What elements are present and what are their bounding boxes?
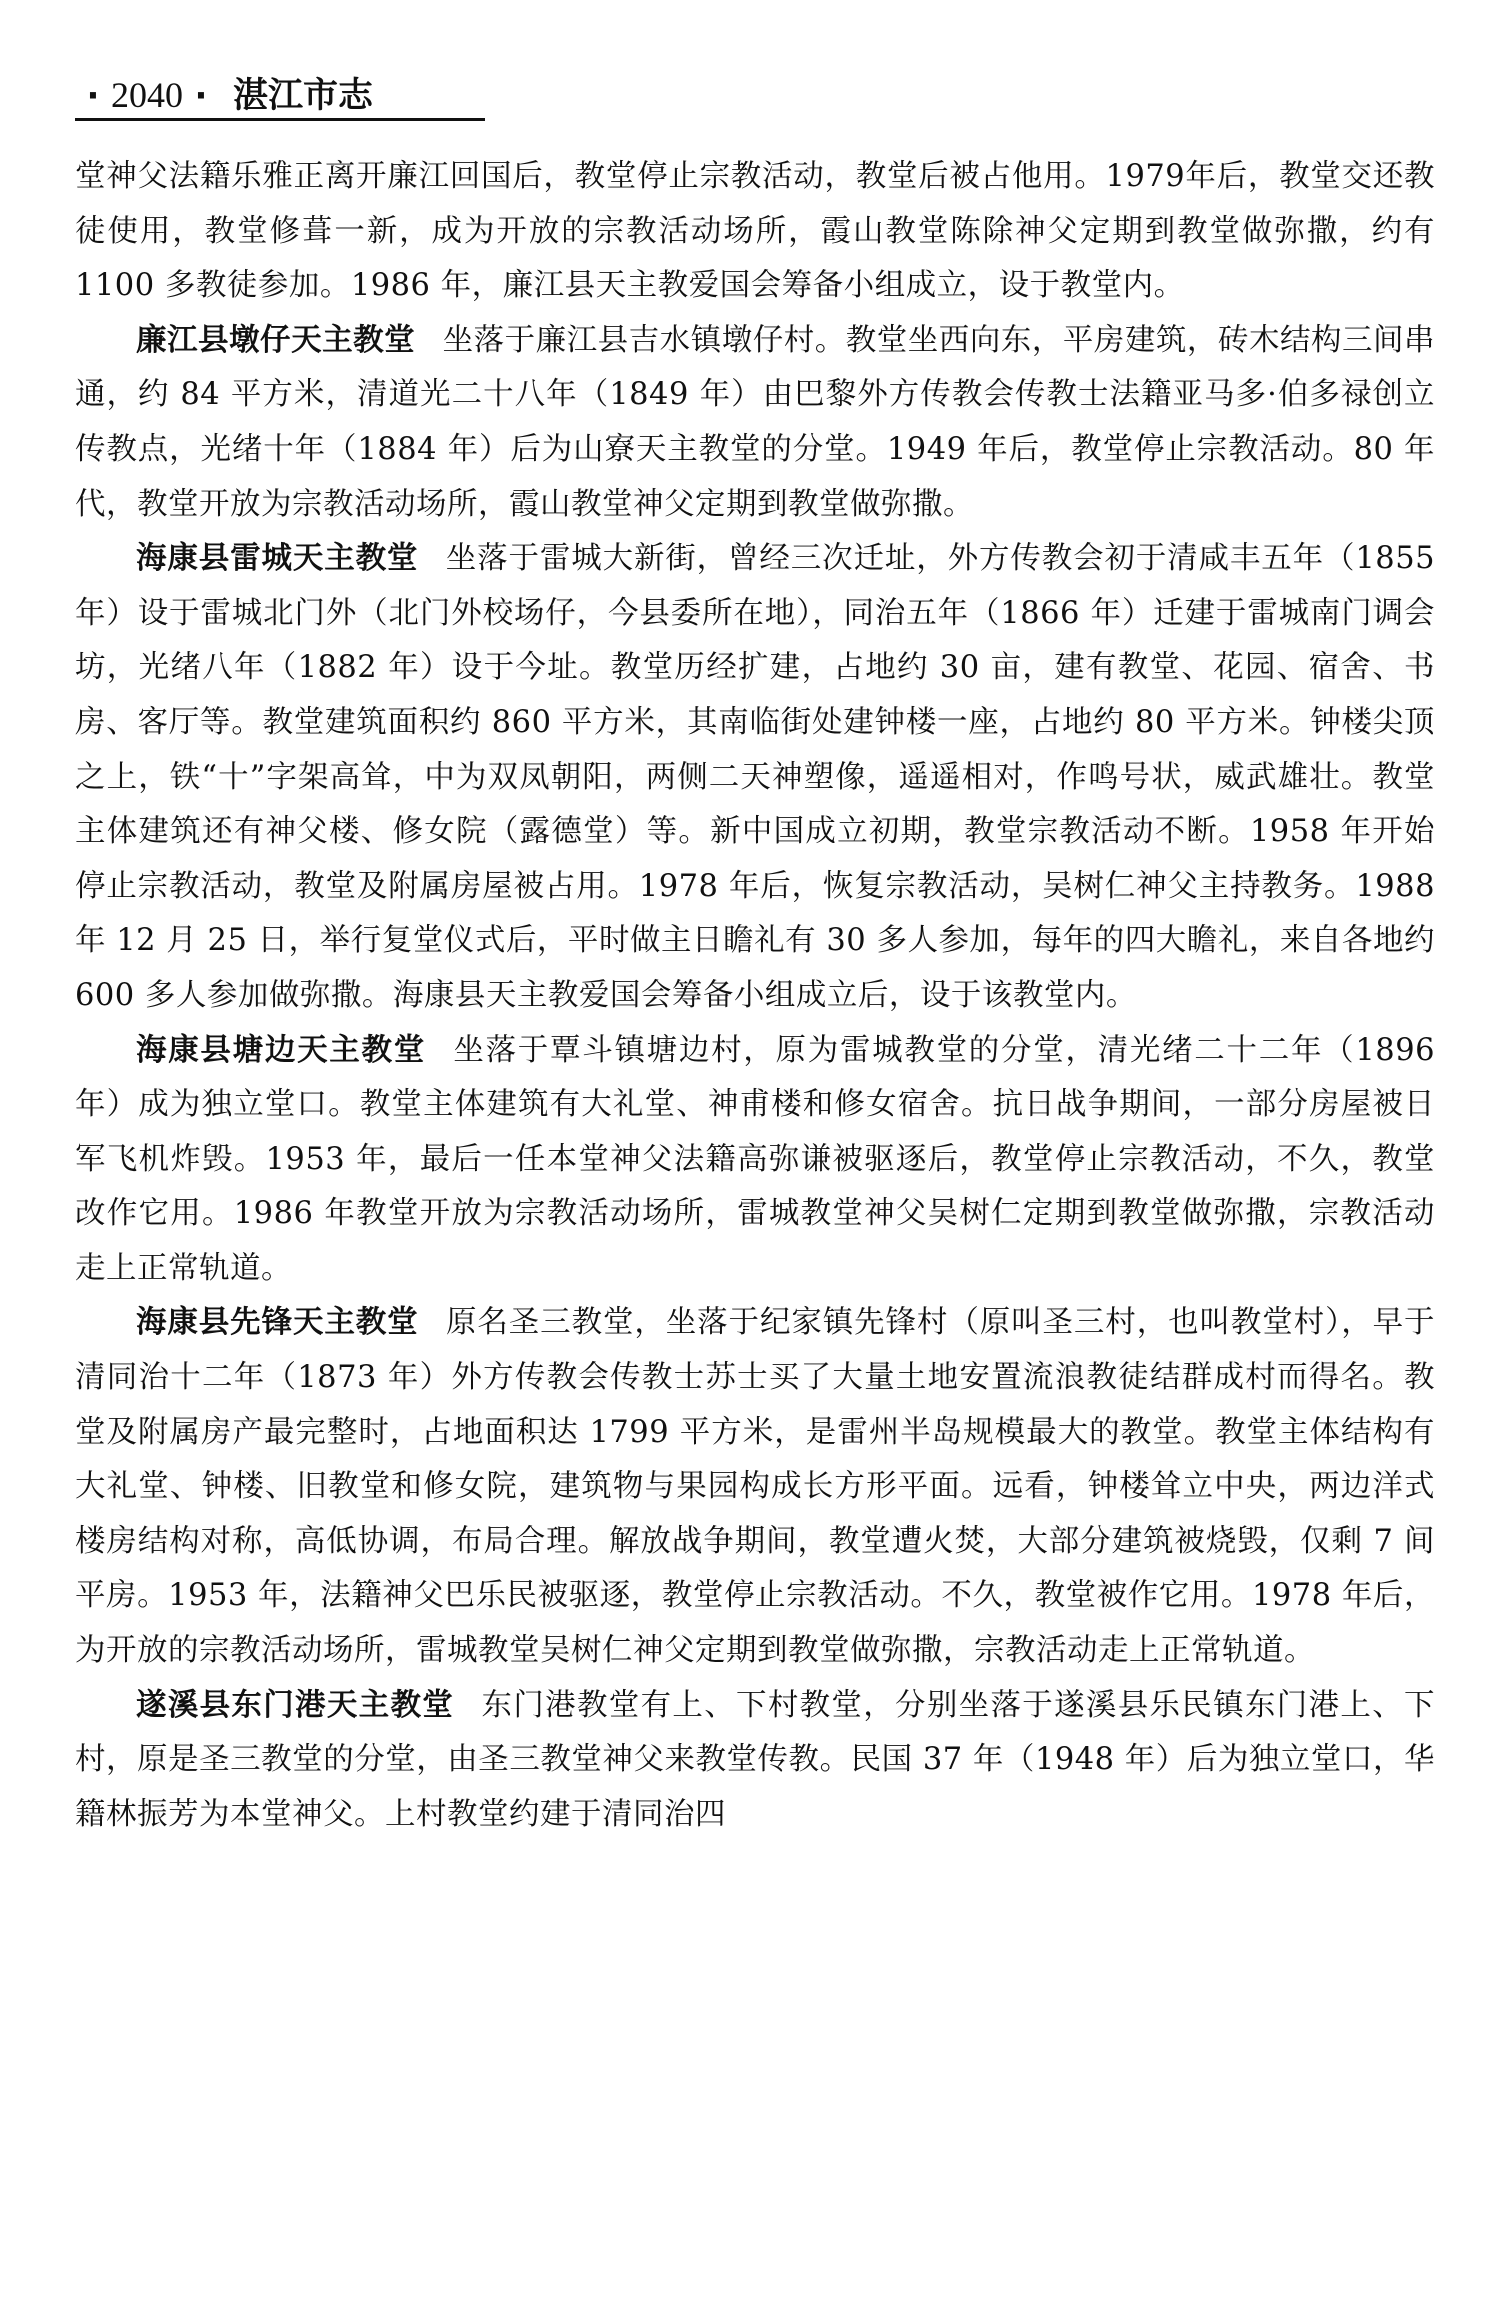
entry-lianjiang-dunzai-church — [75, 314, 1435, 532]
entry-heading: 海康县塘边天主教堂 — [136, 1032, 426, 1068]
entry-haikang-tangbian-church — [75, 1024, 1435, 1297]
paragraph-text: 堂神父法籍乐雅正离开廉江回国后，教堂停止宗教活动，教堂后被占他用。1979年后，教堂交还教徒使用，教堂修葺一新，成为开放的宗教活动场所，霞山教堂陈除神父定期到教堂做弥撒，约有 1100 多教徒参加。1986 年，廉江县天主教爱国会筹备小组成立，设于教堂内。 — [75, 159, 1435, 304]
entry-text: 坐落于廉江县吉水镇墩仔村。教堂坐西向东，平房建筑，砖木结构三间串通，约 84 平方米，清道光二十八年（1849 年）由巴黎外方传教会传教士法籍亚马多·伯多禄创立传教点，光绪十年（1884 年）后为山寮天主教堂的分堂。1949 年后，教堂停止宗教活动。80 年代，教堂开放为宗教活动场所，霞山教堂神父定期到教堂做弥撒。 — [75, 322, 1436, 522]
entry-heading: 海康县雷城天主教堂 — [136, 541, 419, 577]
body-text — [75, 150, 1435, 1842]
entry-suixi-dongmengang-church — [75, 1679, 1435, 1843]
header-bullet-right: · — [194, 76, 208, 116]
entry-haikang-leicheng-church — [75, 532, 1435, 1023]
running-header — [75, 72, 485, 121]
entry-text: 坐落于覃斗镇塘边村，原为雷城教堂的分堂，清光绪二十二年（1896 年）成为独立堂口。教堂主体建筑有大礼堂、神甫楼和修女宿舍。抗日战争期间，一部分房屋被日军飞机炸毁。1953 年，最后一任本堂神父法籍高弥谦被驱逐后，教堂停止宗教活动，不久，教堂改作它用。1986 年教堂开放为宗教活动场所，雷城教堂神父吴树仁定期到教堂做弥撒，宗教活动走上正常轨道。 — [75, 1032, 1436, 1286]
header-bullet-left: · — [86, 76, 100, 116]
entry-text: 原名圣三教堂，坐落于纪家镇先锋村（原叫圣三村，也叫教堂村），早于清同治十二年（1873 年）外方传教会传教士苏士买了大量土地安置流浪教徒结群成村而得名。教堂及附属房产最完整时，占地面积达 1799 平方米，是雷州半岛规模最大的教堂。教堂主体结构有大礼堂、钟楼、旧教堂和修女院，建筑物与果园构成长方形平面。远看，钟楼耸立中央，两边洋式楼房结构对称，高低协调，布局合理。解放战争期间，教堂遭火焚，大部分建筑被烧毁，仅剩 7 间平房。1953 年，法籍神父巴乐民被驱逐，教堂停止宗教活动。不久，教堂被作它用。1978 年后，为开放的宗教活动场所，雷城教堂吴树仁神父定期到教堂做弥撒，宗教活动走上正常轨道。 — [75, 1305, 1436, 1669]
entry-heading: 遂溪县东门港天主教堂 — [136, 1687, 455, 1723]
entry-heading: 廉江县墩仔天主教堂 — [136, 322, 416, 358]
book-title: 湛江市志 — [233, 76, 374, 116]
page-number: 2040 — [111, 75, 183, 115]
entry-text: 坐落于雷城大新街，曾经三次迁址，外方传教会初于清咸丰五年（1855 年）设于雷城北门外（北门外校场仔，今县委所在地），同治五年（1866 年）迁建于雷城南门调会坊，光绪八年（1882 年）设于今址。教堂历经扩建，占地约 30 亩，建有教堂、花园、宿舍、书房、客厅等。教堂建筑面积约 860 平方米，其南临街处建钟楼一座，占地约 80 平方米。钟楼尖顶之上，铁“十”字架高耸，中为双凤朝阳，两侧二天神塑像，遥遥相对，作鸣号状，威武雄壮。教堂主体建筑还有神父楼、修女院（露德堂）等。新中国成立初期，教堂宗教活动不断。1958 年开始停止宗教活动，教堂及附属房屋被占用。1978 年后，恢复宗教活动，吴树仁神父主持教务。1988 年 12 月 25 日，举行复堂仪式后，平时做主日瞻礼有 30 多人参加，每年的四大瞻礼，来自各地约 600 多人参加做弥撒。海康县天主教爱国会筹备小组成立后，设于该教堂内。 — [75, 541, 1436, 1013]
entry-haikang-xianfeng-church — [75, 1296, 1435, 1678]
paragraph-continued — [75, 150, 1435, 314]
entry-heading: 海康县先锋天主教堂 — [136, 1305, 419, 1341]
entry-text: 东门港教堂有上、下村教堂，分别坐落于遂溪县乐民镇东门港上、下村，原是圣三教堂的分堂，由圣三教堂神父来教堂传教。民国 37 年（1948 年）后为独立堂口，华籍林振芳为本堂神父。上村教堂约建于清同治四 — [75, 1687, 1435, 1832]
